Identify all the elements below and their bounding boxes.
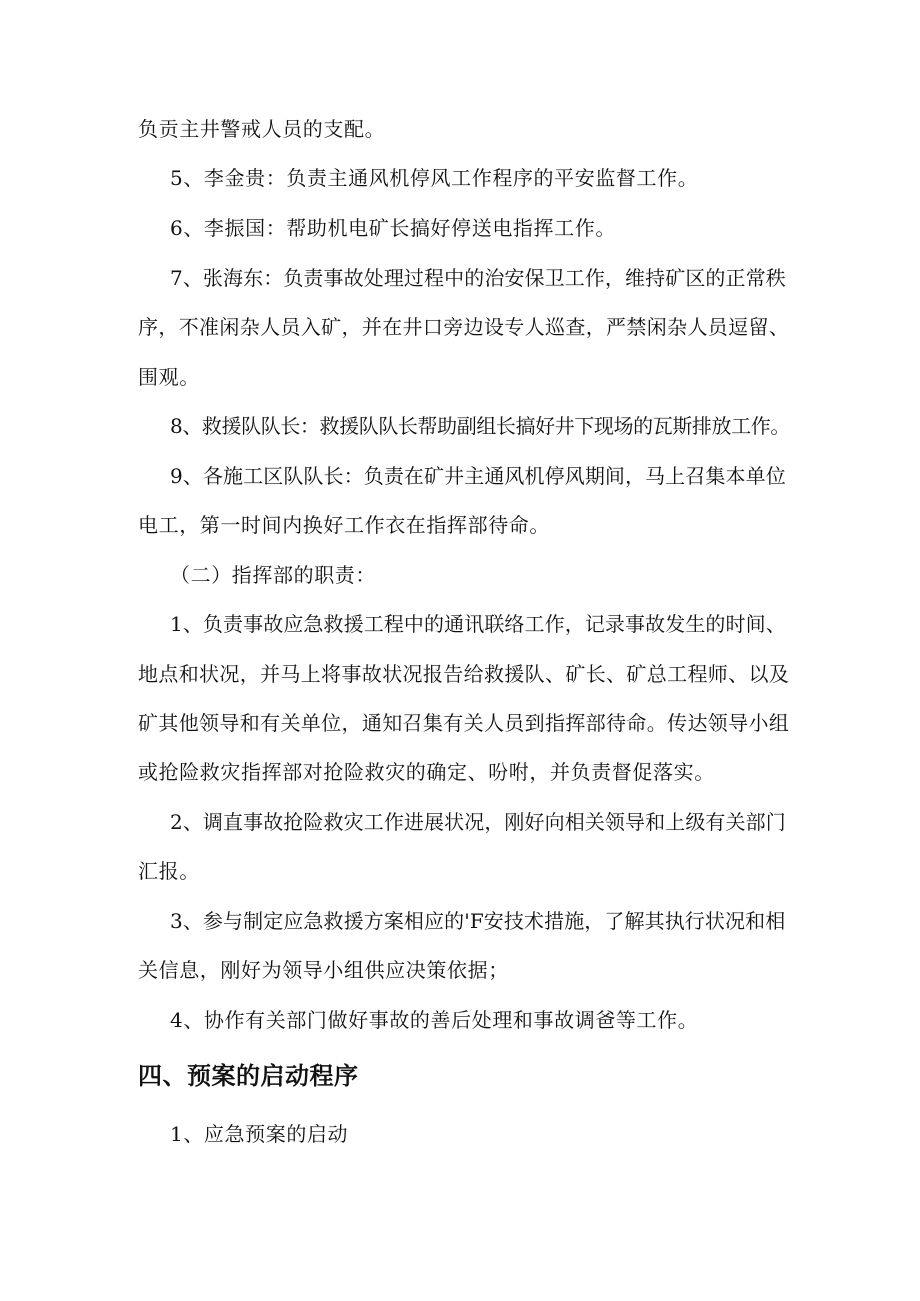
text-line-8: 9、各施工区队队长：负责在矿井主通风机停风期间，马上召集本单位 — [170, 464, 786, 488]
text-line-10: （二）指挥部的职责： — [170, 563, 376, 587]
text-line-5: 序，不准闲杂人员入矿，并在井口旁边设专人巡查，严禁闲杂人员逗留、 — [138, 315, 790, 339]
text-line-16: 汇报。 — [138, 859, 200, 883]
text-line-19: 4、协作有关部门做好事故的善后处理和事故调爸等工作。 — [170, 1008, 699, 1032]
text-line-17: 3、参与制定应急救援方案相应的'F安技术措施，了解其执行状况和相 — [170, 909, 786, 933]
sub-item-heading: 1、应急预案的启动 — [170, 1122, 349, 1146]
text-line-11: 1、负责事故应急救援工程中的通讯联络工作，记录事故发生的时间、 — [170, 612, 786, 636]
section-heading: 四、预案的启动程序 — [138, 1062, 359, 1090]
text-line-3: 6、李振国：帮助机电矿长搞好停送电指挥工作。 — [170, 216, 616, 240]
text-line-14: 或抢险救灾指挥部对抢险救灾的确定、吩咐，并负责督促落实。 — [138, 760, 715, 784]
text-line-18: 关信息，刚好为领导小组供应决策依据； — [138, 958, 509, 982]
text-line-4: 7、张海东：负责事故处理过程中的治安保卫工作，维持矿区的正常秩 — [170, 266, 786, 290]
text-line-2: 5、李金贵：负责主通风机停风工作程序的平安监督工作。 — [170, 166, 699, 190]
text-line-13: 矿其他领导和有关单位，通知召集有关人员到指挥部待命。传达领导小组 — [138, 711, 790, 735]
text-line-1: 负贡主井警戒人员的支配。 — [138, 117, 386, 141]
text-line-7: 8、救援队队长：救援队队长帮助副组长搞好井下现场的瓦斯排放工作。 — [170, 414, 790, 438]
text-line-12: 地点和状况，并马上将事故状况报告给救援队、矿长、矿总工程师、以及 — [138, 662, 790, 686]
text-line-9: 电工，第一时间内换好工作衣在指挥部待命。 — [138, 513, 550, 537]
text-line-15: 2、调直事故抢险救灾工作进展状况，刚好向相关领导和上级有关部门 — [170, 810, 786, 834]
text-line-6: 围观。 — [138, 365, 200, 389]
